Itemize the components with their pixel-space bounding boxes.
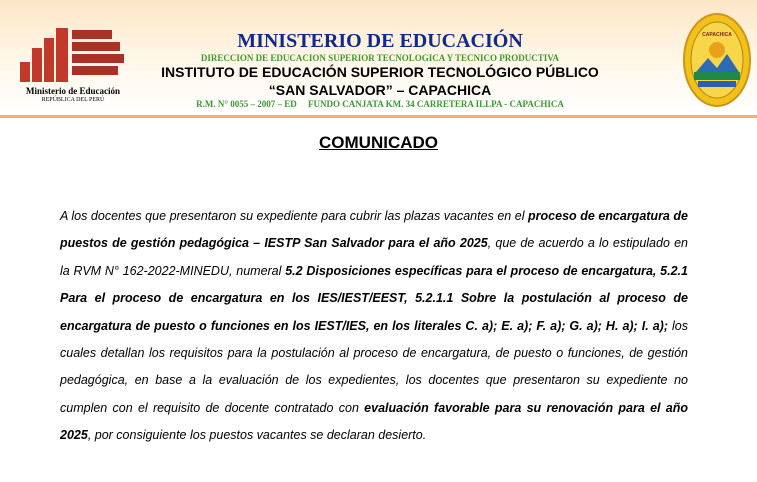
header-rule xyxy=(0,115,757,118)
ministry-logo-subtitle: REPÚBLICA DEL PERÚ xyxy=(41,97,105,103)
document-title-text: COMUNICADO xyxy=(319,133,438,152)
ministry-logo-icon xyxy=(20,24,126,84)
seal-label: CAPACHICA xyxy=(702,32,732,38)
ministry-logo xyxy=(18,24,128,104)
ministry-title: MINISTERIO DE EDUCACIÓN xyxy=(237,30,523,52)
resolution-address-line: R.M. N° 0055 – 2007 – ED FUNDO CANJATA KM. 34 CARRETERA ILLPA - CAPACHICA xyxy=(196,99,564,109)
body-emphasis: proceso de encargatura de puestos de gestión pedagógica – IESTP San Salvador para el año 2025 xyxy=(60,209,689,251)
body-emphasis: 5.2 Disposiciones específicas para el proceso de encargatura, 5.2.1 Para el proceso de encargatura en los IES/IEST/EEST, 5.2.1.1 Sobre la postulación al proceso de encargatura de puesto o funciones en los IEST/IES, en los literales C. a); E. a); F. a); G. a); H. a); I. a); xyxy=(60,263,688,333)
institute-seal-icon xyxy=(682,10,752,110)
document-title xyxy=(0,133,757,153)
direction-subtitle: DIRECCION DE EDUCACION SUPERIOR TECNOLOGICA Y TECNICO PRODUCTIVA xyxy=(200,53,560,63)
body-text: los cuales detallan los requisitos para la postulación al proceso de encargatura, de puesto o funciones, de gestión pedagógica, en base a la evaluación de los expedientes, los docentes que presentaron su expediente no cumplen con el requisito de docente contratado con xyxy=(60,318,688,415)
announcement-body xyxy=(60,203,688,450)
institute-title: INSTITUTO DE EDUCACIÓN SUPERIOR TECNOLÓGICO PÚBLICO xyxy=(161,64,599,80)
ministry-logo-name: Ministerio de Educación xyxy=(26,86,120,96)
letterhead xyxy=(0,0,757,118)
body-emphasis: evaluación favorable para su renovación para el año 2025 xyxy=(60,400,688,443)
body-text: , por consiguiente los puestos vacantes se declaran desierto. xyxy=(87,428,427,443)
body-text: A los docentes que presentaron su expediente para cubrir las plazas vacantes en el xyxy=(60,209,529,223)
body-text: , que de acuerdo a lo estipulado en la RVM N° 162-2022-MINEDU, numeral xyxy=(60,236,689,278)
institute-name: “SAN SALVADOR” – CAPACHICA xyxy=(268,82,492,98)
